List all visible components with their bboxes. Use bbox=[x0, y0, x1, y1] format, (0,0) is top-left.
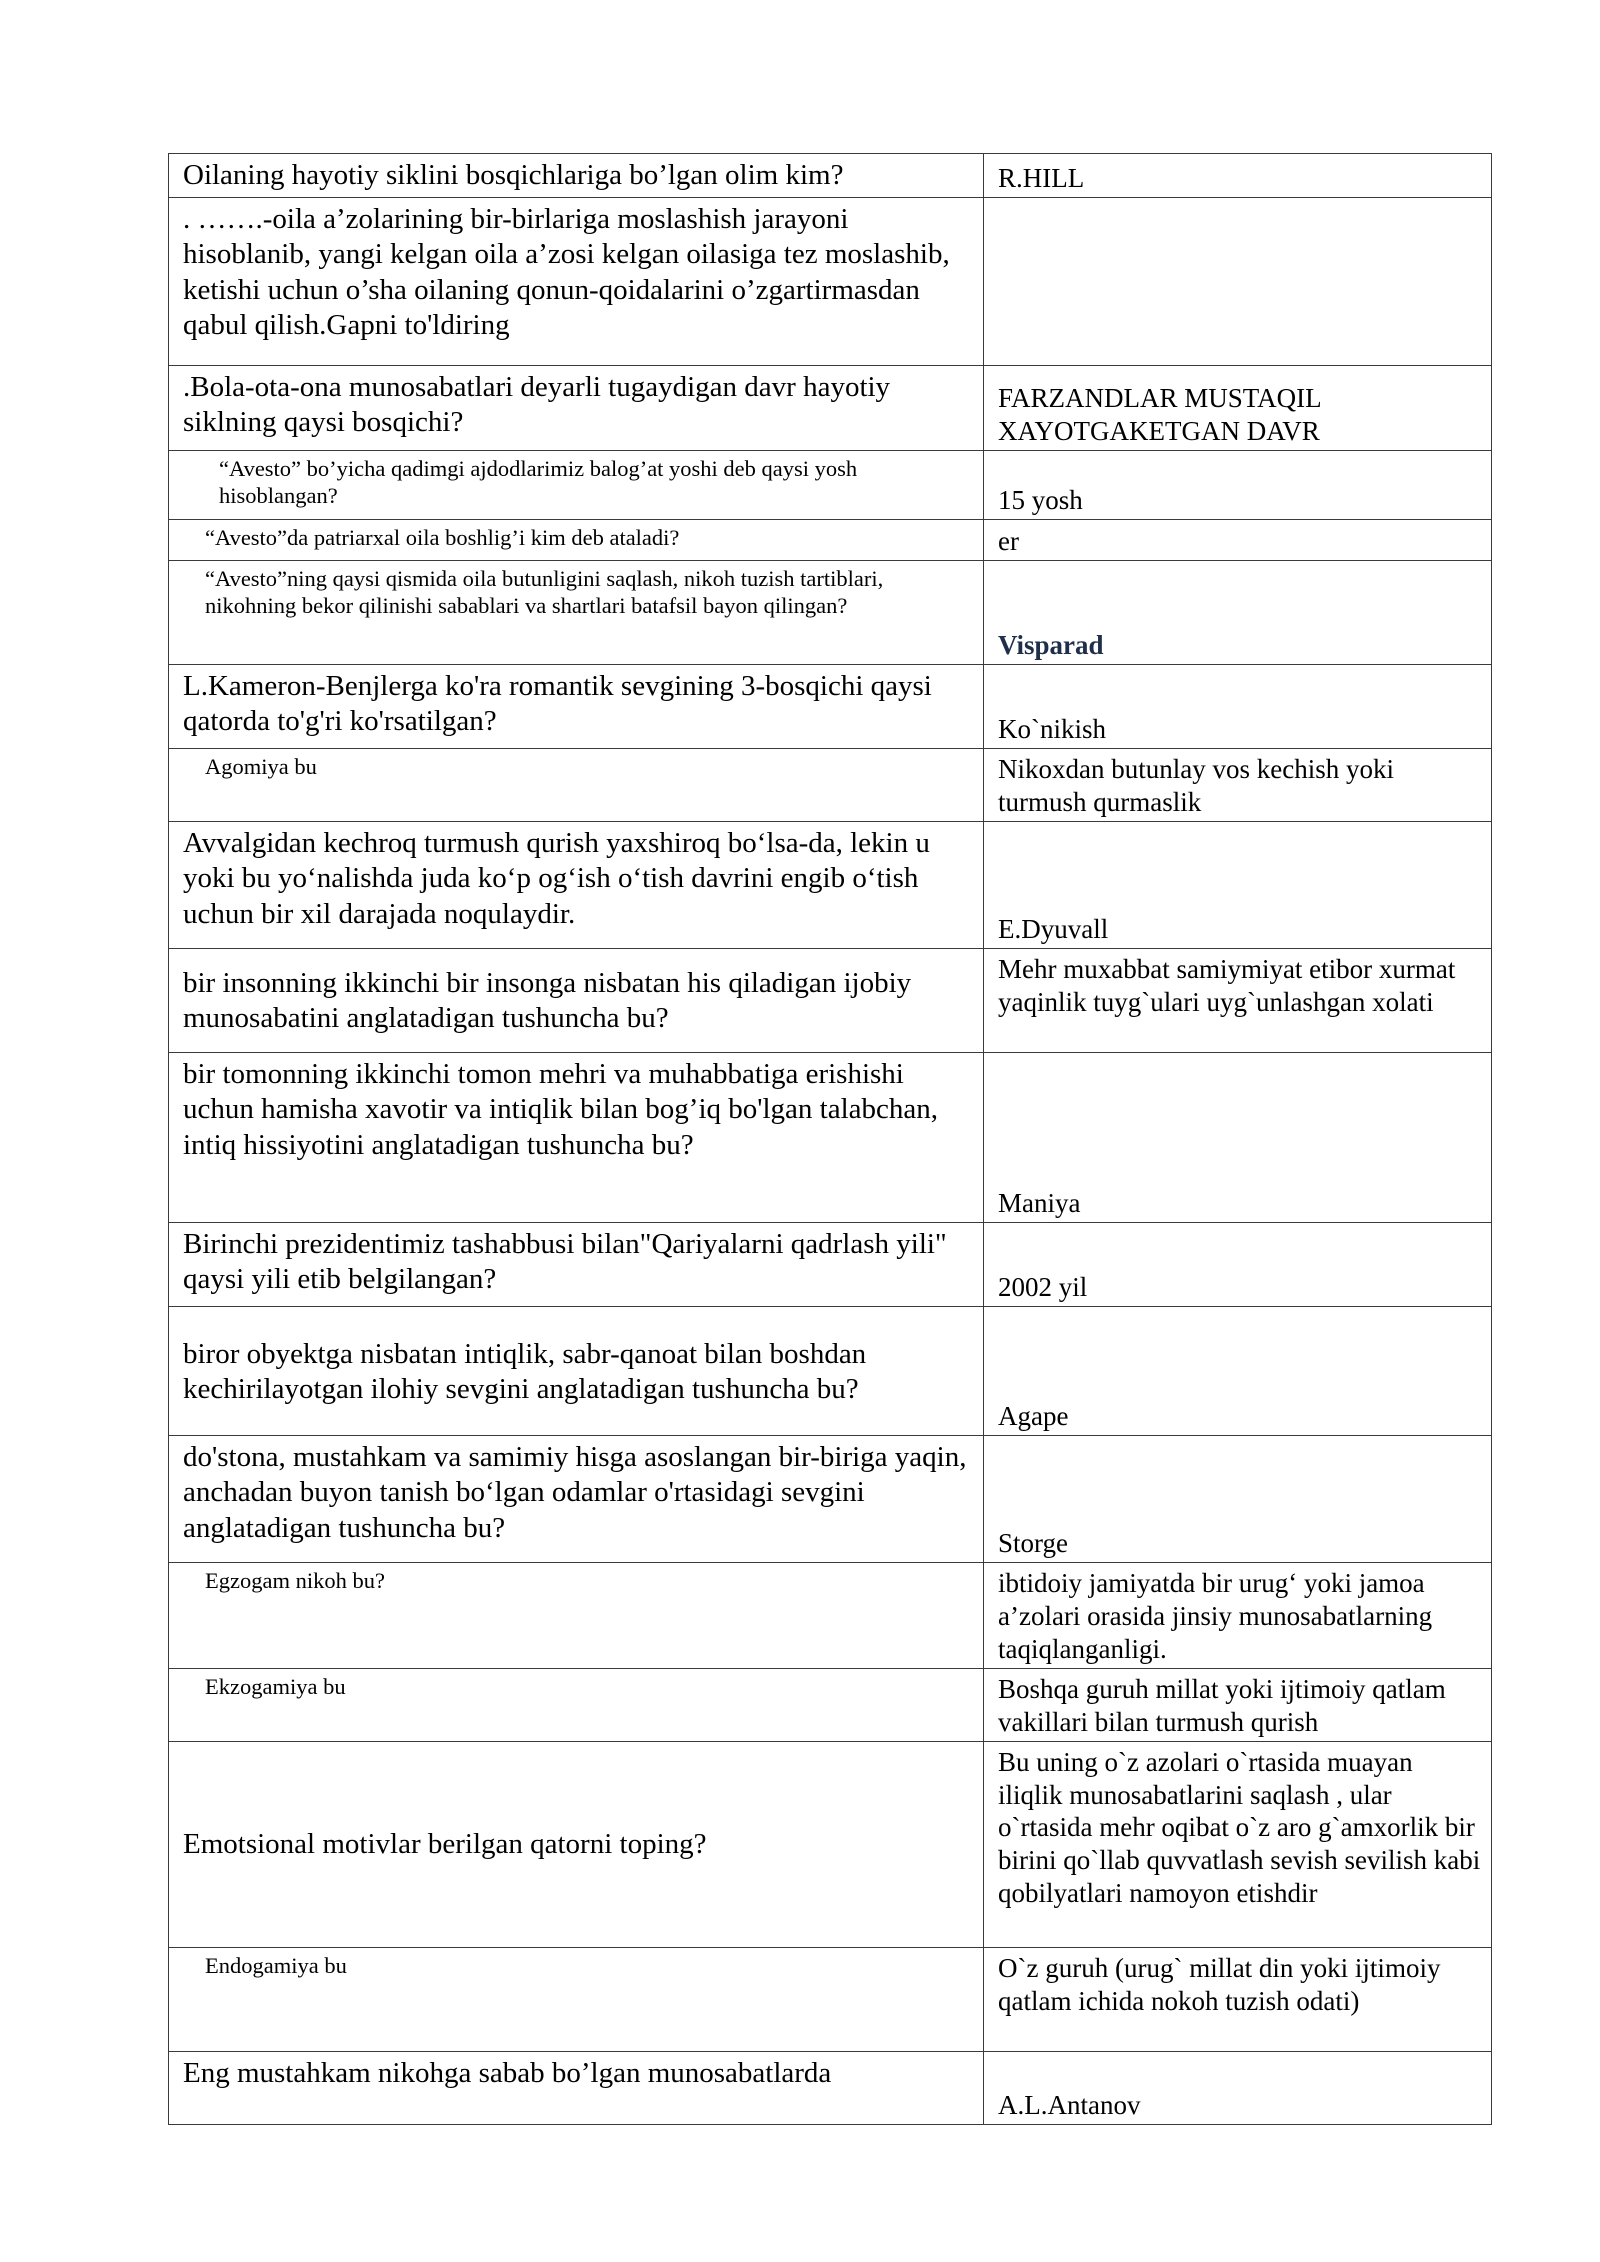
question-cell: Emotsional motivlar berilgan qatorni toping? bbox=[169, 1741, 984, 1947]
table-row bbox=[169, 1222, 1492, 1306]
table-row bbox=[169, 154, 1492, 198]
answer-cell: er bbox=[984, 520, 1492, 561]
question-cell: do'stona, mustahkam va samimiy hisga asoslangan bir-biriga yaqin, anchadan buyon tanish bo‘lgan odamlar o'rtasidagi sevgini anglatadigan tushuncha bu? bbox=[169, 1435, 984, 1562]
table-row bbox=[169, 1052, 1492, 1222]
question-cell: .Bola-ota-ona munosabatlari deyarli tugaydigan davr hayotiy siklning qaysi bosqichi? bbox=[169, 366, 984, 451]
question-cell: Endogamiya bu bbox=[169, 1947, 984, 2051]
qa-table bbox=[168, 153, 1492, 2125]
answer-cell: Bu uning o`z azolari o`rtasida muayan iliqlik munosabatlarini saqlash , ular o`rtasida mehr oqibat o`z aro g`amxorlik bir birini qo`llab quvvatlash sevish sevilish kabi qobilyatlari namoyon etishdir bbox=[984, 1741, 1492, 1947]
answer-cell: Storge bbox=[984, 1435, 1492, 1562]
answer-cell: Ko`nikish bbox=[984, 665, 1492, 749]
table-row bbox=[169, 520, 1492, 561]
question-cell: Avvalgidan kechroq turmush qurish yaxshiroq bo‘lsa-da, lekin u yoki bu yo‘nalishda juda ko‘p og‘ish o‘tish davrini engib o‘tish uchun bir xil darajada noqulaydir. bbox=[169, 821, 984, 948]
table-row bbox=[169, 1562, 1492, 1668]
table-row bbox=[169, 1741, 1492, 1947]
table-row bbox=[169, 1306, 1492, 1435]
table-row bbox=[169, 1435, 1492, 1562]
question-cell: “Avesto”da patriarxal oila boshlig’i kim deb ataladi? bbox=[169, 520, 984, 561]
question-cell: Egzogam nikoh bu? bbox=[169, 1562, 984, 1668]
question-cell: Eng mustahkam nikohga sabab bo’lgan munosabatlarda bbox=[169, 2051, 984, 2124]
table-row bbox=[169, 1947, 1492, 2051]
table-row bbox=[169, 561, 1492, 665]
question-cell: “Avesto” bo’yicha qadimgi ajdodlarimiz balog’at yoshi deb qaysi yosh hisoblangan? bbox=[169, 451, 984, 520]
answer-cell: Boshqa guruh millat yoki ijtimoiy qatlam vakillari bilan turmush qurish bbox=[984, 1668, 1492, 1741]
question-cell: Agomiya bu bbox=[169, 749, 984, 822]
table-row bbox=[169, 821, 1492, 948]
question-cell: bir tomonning ikkinchi tomon mehri va muhabbatiga erishishi uchun hamisha xavotir va intiqlik bilan bog’iq bo'lgan talabchan, intiq hissiyotini anglatadigan tushuncha bu? bbox=[169, 1052, 984, 1222]
table-row bbox=[169, 2051, 1492, 2124]
answer-cell: O`z guruh (urug` millat din yoki ijtimoiy qatlam ichida nokoh tuzish odati) bbox=[984, 1947, 1492, 2051]
answer-cell bbox=[984, 198, 1492, 366]
question-cell: Oilaning hayotiy siklini bosqichlariga bo’lgan olim kim? bbox=[169, 154, 984, 198]
table-row bbox=[169, 198, 1492, 366]
answer-cell: R.HILL bbox=[984, 154, 1492, 198]
table-row bbox=[169, 366, 1492, 451]
answer-cell: 2002 yil bbox=[984, 1222, 1492, 1306]
question-cell: . …….-oila a’zolarining bir-birlariga moslashish jarayoni hisoblanib, yangi kelgan oila a’zosi kelgan oilasiga tez moslashib, ketishi uchun o’sha oilaning qonun-qoidalarini o’zgartirmasdan qabul qilish.Gapni to'ldiring bbox=[169, 198, 984, 366]
answer-cell: Maniya bbox=[984, 1052, 1492, 1222]
answer-cell: FARZANDLAR MUSTAQIL XAYOTGAKETGAN DAVR bbox=[984, 366, 1492, 451]
answer-cell: Mehr muxabbat samiymiyat etibor xurmat yaqinlik tuyg`ulari uyg`unlashgan xolati bbox=[984, 948, 1492, 1052]
question-cell: L.Kameron-Benjlerga ko'ra romantik sevgining 3-bosqichi qaysi qatorda to'g'ri ko'rsatilgan? bbox=[169, 665, 984, 749]
answer-cell: Agape bbox=[984, 1306, 1492, 1435]
answer-cell: ibtidoiy jamiyatda bir urug‘ yoki jamoa a’zolari orasida jinsiy munosabatlarning taqiqlanganligi. bbox=[984, 1562, 1492, 1668]
question-cell: “Avesto”ning qaysi qismida oila butunligini saqlash, nikoh tuzish tartiblari, nikohning bekor qilinishi sabablari va shartlari batafsil bayon qilingan? bbox=[169, 561, 984, 665]
table-row bbox=[169, 451, 1492, 520]
question-cell: Birinchi prezidentimiz tashabbusi bilan"Qariyalarni qadrlash yili" qaysi yili etib belgilangan? bbox=[169, 1222, 984, 1306]
answer-cell: 15 yosh bbox=[984, 451, 1492, 520]
question-cell: biror obyektga nisbatan intiqlik, sabr-qanoat bilan boshdan kechirilayotgan ilohiy sevgini anglatadigan tushuncha bu? bbox=[169, 1306, 984, 1435]
answer-cell: E.Dyuvall bbox=[984, 821, 1492, 948]
table-row bbox=[169, 665, 1492, 749]
answer-cell: Nikoxdan butunlay vos kechish yoki turmush qurmaslik bbox=[984, 749, 1492, 822]
table-row bbox=[169, 749, 1492, 822]
table-row bbox=[169, 1668, 1492, 1741]
question-cell: Ekzogamiya bu bbox=[169, 1668, 984, 1741]
answer-cell: A.L.Antanov bbox=[984, 2051, 1492, 2124]
question-cell: bir insonning ikkinchi bir insonga nisbatan his qiladigan ijobiy munosabatini anglatadigan tushuncha bu? bbox=[169, 948, 984, 1052]
answer-cell: Visparad bbox=[984, 561, 1492, 665]
table-row bbox=[169, 948, 1492, 1052]
